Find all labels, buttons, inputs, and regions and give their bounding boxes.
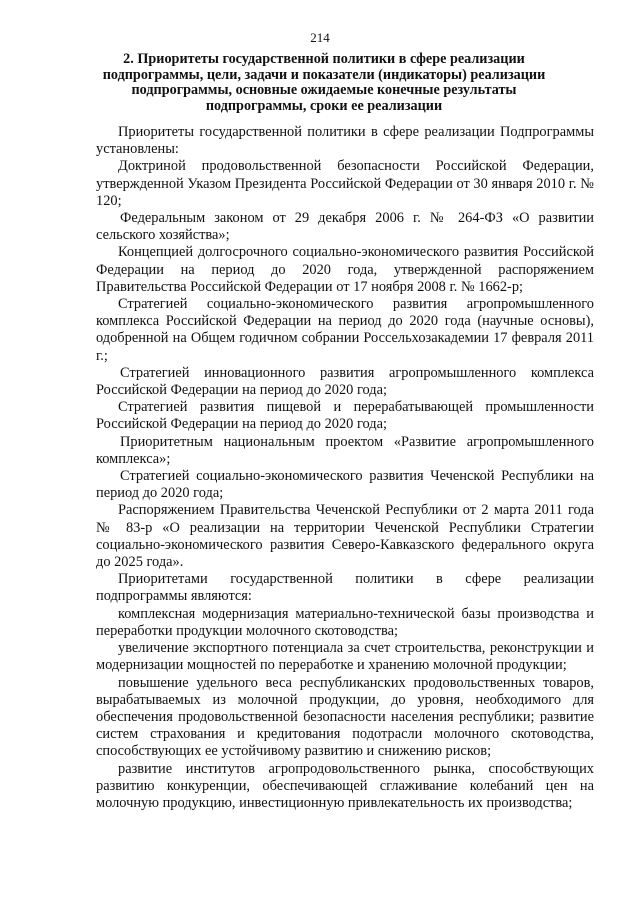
paragraph-agro-strategy: Стратегией социально-экономического развития агропромышленного комплекса Российской Федерации на период до 2020 года (научные основы), одобренной на Общем годичном собрании Россельхозакадемии 17 февраля 2011 г.; bbox=[96, 296, 594, 364]
paragraph-food-industry-strategy: Стратегией развития пищевой и перерабатывающей промышленности Российской Федерации на период до 2020 года; bbox=[96, 399, 594, 433]
paragraph-innovation-strategy: Стратегией инновационного развития агропромышленного комплекса Российской Федерации на период до 2020 года; bbox=[96, 364, 594, 399]
paragraph-doctrine: Доктриной продовольственной безопасности Российской Федерации, утвержденной Указом Президента Российской Федерации от 30 января 2010 г. № 120; bbox=[96, 158, 594, 209]
paragraph-priority-modernization: комплексная модернизация материально-технической базы производства и переработки продукции молочного скотоводства; bbox=[96, 605, 594, 639]
section-heading: 2. Приоритеты государственной политики в сфере реализации подпрограммы, цели, задачи и показатели (индикаторы) реализации подпрограммы, основные ожидаемые конечные результаты подпрограммы, сроки ее реализации bbox=[102, 51, 546, 114]
paragraph-priority-institutions: развитие институтов агропродовольственного рынка, способствующих развитию конкуренции, обеспечивающей сглаживание колебаний цен на молочную продукцию, инвестиционную привлекательность их производства; bbox=[96, 760, 594, 811]
paragraph-chechen-strategy: Стратегией социально-экономического развития Чеченской Республики на период до 2020 года; bbox=[96, 468, 594, 502]
paragraph-national-project: Приоритетным национальным проектом «Развитие агропромышленного комплекса»; bbox=[96, 433, 594, 467]
paragraph-priority-export: увеличение экспортного потенциала за счет строительства, реконструкции и модернизации мощностей по переработке и хранению молочной продукции; bbox=[96, 640, 594, 674]
paragraph-federal-law: Федеральным законом от 29 декабря 2006 г. № 264-ФЗ «О развитии сельского хозяйства»; bbox=[96, 210, 594, 244]
paragraph-concept: Концепцией долгосрочного социально-экономического развития Российской Федерации на период до 2020 года, утвержденной распоряжением Правительства Российской Федерации от 17 ноября 2008 г. № 1662-р; bbox=[96, 244, 594, 295]
paragraph-priority-share: повышение удельного веса республиканских продовольственных товаров, вырабатываемых из молочной продукции, до уровня, необходимого для обеспечения продовольственной безопасности населения республики; развитие систем страхования и кредитования подотрасли молочного скотоводства, способствующих ее устойчивому развитию и снижению рисков; bbox=[96, 674, 594, 760]
paragraph-intro: Приоритеты государственной политики в сфере реализации Подпрограммы установлены: bbox=[96, 124, 594, 158]
paragraph-priorities-intro: Приоритетами государственной политики в сфере реализации подпрограммы являются: bbox=[96, 571, 594, 605]
page-number: 214 bbox=[310, 30, 330, 45]
document-body bbox=[96, 124, 594, 812]
paragraph-government-order: Распоряжением Правительства Чеченской Республики от 2 марта 2011 года № 83-р «О реализации на территории Чеченской Республики Стратегии социально-экономического развития Северо-Кавказского федерального округа до 2025 года». bbox=[96, 502, 594, 571]
